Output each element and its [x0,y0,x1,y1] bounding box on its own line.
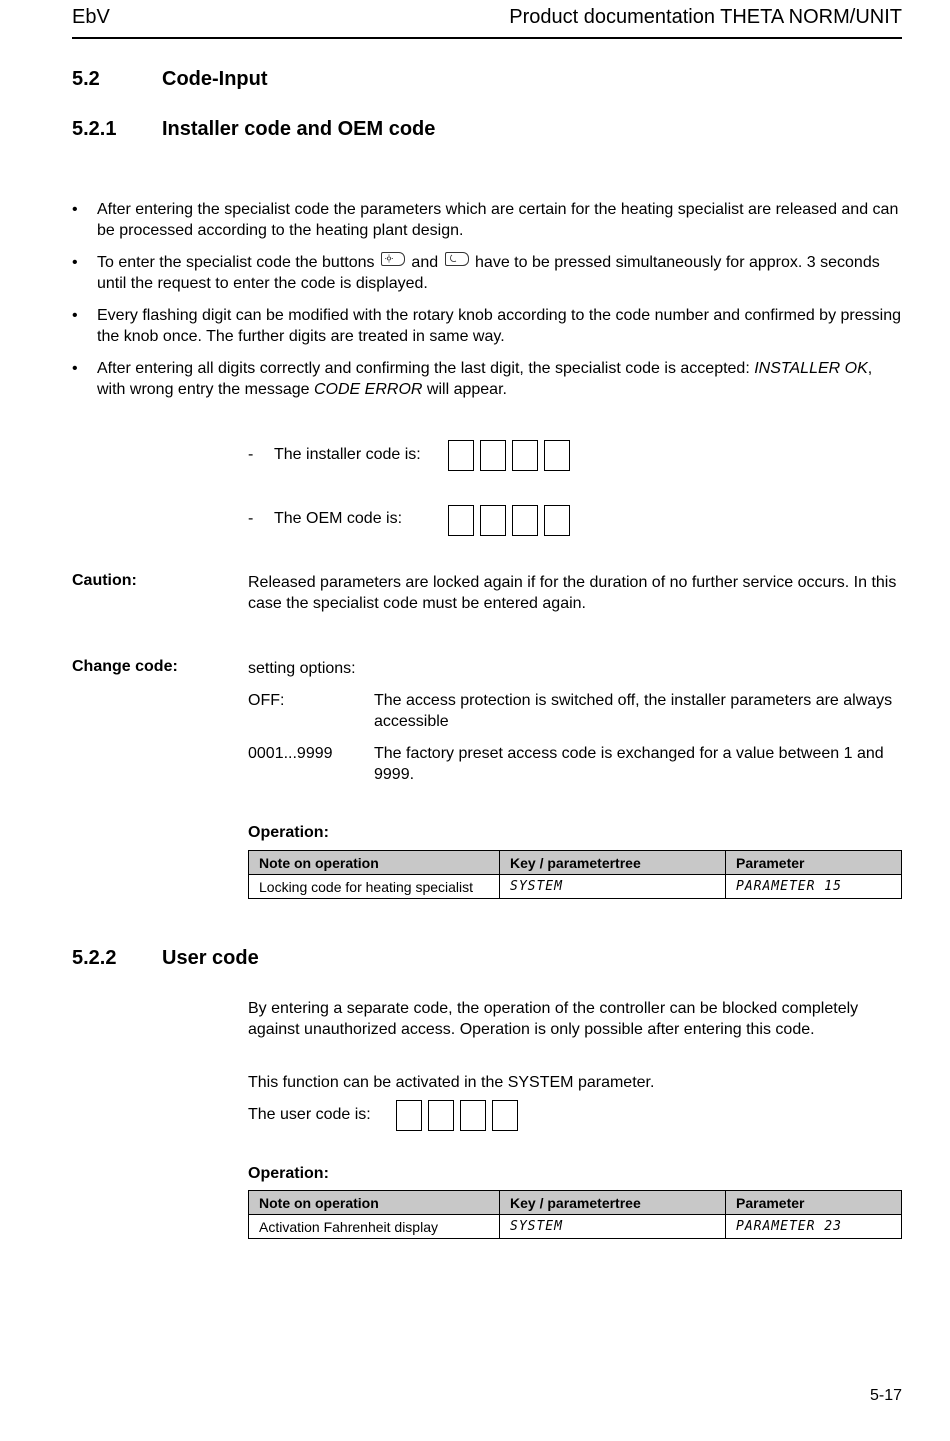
table-header-note: Note on operation [249,1191,500,1215]
bullet-list [72,199,902,411]
table-cell-parameter: PARAMETER 23 [726,1215,902,1239]
code-digit-box [448,440,474,471]
installer-code-boxes [448,440,576,476]
section-5-2-1-title: Installer code and OEM code [162,118,436,140]
bullet-item [72,252,902,294]
bullet-item [72,305,902,347]
code-error-text: CODE ERROR [314,381,423,398]
bullet-dot: • [72,307,78,324]
table-header-key: Key / parametertree [500,851,726,875]
bullet-text: will appear. [426,381,507,398]
code-digit-box [428,1100,454,1131]
operation-label: Operation: [248,824,329,841]
option-range-key: 0001...9999 [248,745,333,762]
bullet-text: have to be pressed simultaneously for approx. 3 seconds until the request to enter the code is displayed. [97,254,880,292]
table-cell-parameter: PARAMETER 15 [726,875,902,899]
page-number: 5-17 [869,1387,902,1404]
code-digit-box [480,440,506,471]
bullet-text: After entering all digits correctly and confirming the last digit, the specialist code is accepted: [97,360,750,377]
bullet-text: , with wrong entry the message [97,360,873,398]
table-row [249,875,902,899]
table-cell-note: Locking code for heating specialist [249,875,500,899]
moon-button-icon [445,252,469,266]
table-header-parameter: Parameter [726,1191,902,1215]
section-5-2-1-number: 5.2.1 [72,118,117,140]
table-header-key: Key / parametertree [500,1191,726,1215]
code-digit-box [544,505,570,536]
code-digit-box [512,440,538,471]
section-5-2-title: Code-Input [162,68,268,90]
code-digit-box [396,1100,422,1131]
caution-label: Caution: [72,572,137,589]
bullet-item [72,358,902,400]
setting-options-intro: setting options: [248,660,356,677]
code-digit-box [512,505,538,536]
code-digit-box [480,505,506,536]
table-header-row [249,1191,902,1215]
option-off-key: OFF: [248,692,285,709]
code-digit-box [448,505,474,536]
installer-ok-text: INSTALLER OK [754,360,868,377]
user-code-paragraph: By entering a separate code, the operation of the controller can be blocked completely against unauthorized access. Operation is only possible after entering this code. [248,1000,859,1038]
oem-code-boxes [448,505,576,541]
header-rule [72,37,902,39]
sun-button-icon [381,252,405,266]
operation-label: Operation: [248,1165,329,1182]
header-left: EbV [72,6,110,28]
bullet-item [72,199,902,241]
table-header-row [249,851,902,875]
operation-table [248,1190,902,1239]
table-header-parameter: Parameter [726,851,902,875]
section-5-2-number: 5.2 [72,68,100,90]
caution-text: Released parameters are locked again if for the duration of no further service occurs. In this case the specialist code must be entered again. [248,574,897,612]
bullet-dot: • [72,254,78,271]
code-digit-box [460,1100,486,1131]
installer-dash: - [248,446,254,463]
change-code-label: Change code: [72,658,178,675]
code-digit-box [544,440,570,471]
section-5-2-2-title: User code [162,947,259,969]
bullet-text: After entering the specialist code the parameters which are certain for the heating specialist are released and can be processed according to the heating plant design. [97,201,899,239]
oem-dash: - [248,510,254,527]
header-right: Product documentation THETA NORM/UNIT [509,6,902,28]
option-off-text: The access protection is switched off, the installer parameters are always accessible [374,692,893,730]
bullet-text: Every flashing digit can be modified with the rotary knob according to the code number and confirmed by pressing the knob once. The further digits are treated in same way. [97,307,901,345]
user-code-activation-text: This function can be activated in the SYSTEM parameter. [248,1074,655,1091]
table-row [249,1215,902,1239]
section-5-2-2-number: 5.2.2 [72,947,117,969]
code-digit-box [492,1100,518,1131]
option-range-text: The factory preset access code is exchanged for a value between 1 and 9999. [374,745,884,783]
bullet-text: To enter the specialist code the buttons [97,254,375,271]
table-header-note: Note on operation [249,851,500,875]
operation-table [248,850,902,899]
table-cell-note: Activation Fahrenheit display [249,1215,500,1239]
bullet-dot: • [72,360,78,377]
user-code-boxes [396,1100,524,1136]
oem-code-label: The OEM code is: [274,510,403,527]
bullet-text-and: and [411,254,439,271]
table-cell-key: SYSTEM [500,1215,726,1239]
user-code-label: The user code is: [248,1106,371,1123]
table-cell-key: SYSTEM [500,875,726,899]
installer-code-label: The installer code is: [274,446,421,463]
bullet-dot: • [72,201,78,218]
